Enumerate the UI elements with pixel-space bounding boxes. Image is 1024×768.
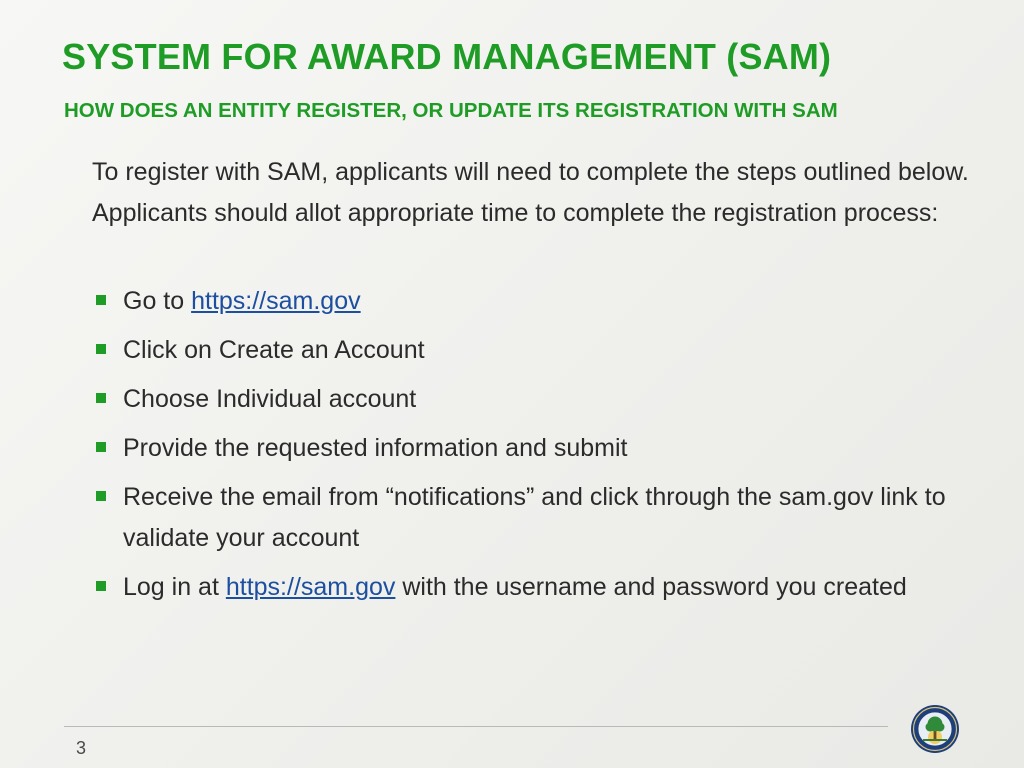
- page-number: 3: [76, 738, 87, 758]
- square-bullet-icon: [96, 393, 106, 403]
- step-validate-email: [92, 477, 972, 559]
- slide-title: SYSTEM FOR AWARD MANAGEMENT (SAM): [62, 36, 832, 77]
- step-choose-individual: [92, 379, 972, 420]
- department-of-education-seal-icon: [910, 704, 960, 754]
- sam-gov-link[interactable]: https://sam.gov: [225, 573, 396, 601]
- steps-list: [92, 281, 972, 616]
- step-text: Log in at: [123, 573, 226, 601]
- square-bullet-icon: [96, 491, 106, 501]
- footer-divider: [64, 726, 888, 727]
- step-text: Click on Create an Account: [123, 336, 425, 364]
- intro-paragraph: To register with SAM, applicants will need to complete the steps outlined below. Applicants should allot appropriate time to complete the registration process:: [92, 158, 969, 227]
- step-create-account: [92, 330, 972, 371]
- square-bullet-icon: [96, 344, 106, 354]
- step-text: Go to: [123, 287, 192, 315]
- square-bullet-icon: [96, 295, 106, 305]
- step-go-to-sam: [92, 281, 972, 322]
- step-text-continued: with the username and password you created: [395, 573, 907, 601]
- sam-gov-link[interactable]: https://sam.gov: [191, 287, 361, 315]
- step-text: Receive the email from “notifications” and click through the sam.gov link to validate your account: [123, 483, 946, 552]
- step-log-in: [92, 567, 972, 608]
- step-text: Provide the requested information and submit: [123, 434, 628, 462]
- step-provide-information: [92, 428, 972, 469]
- square-bullet-icon: [96, 442, 106, 452]
- slide-subtitle: HOW DOES AN ENTITY REGISTER, OR UPDATE ITS REGISTRATION WITH SAM: [64, 99, 838, 122]
- square-bullet-icon: [96, 581, 106, 591]
- step-text: Choose Individual account: [123, 385, 417, 413]
